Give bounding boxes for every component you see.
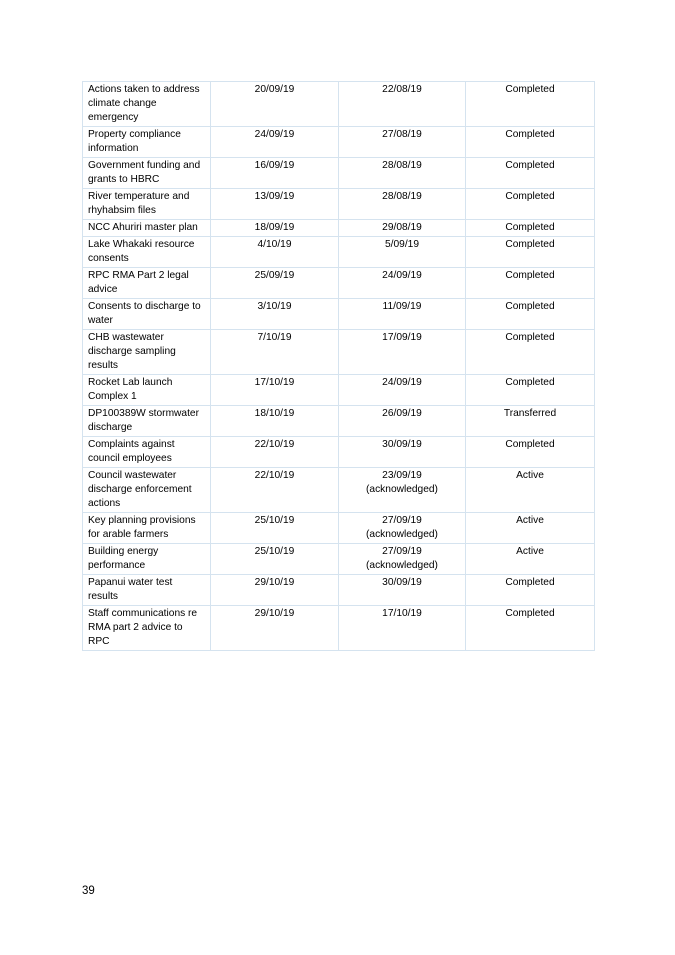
status: Completed <box>466 189 595 220</box>
status: Active <box>466 513 595 544</box>
table-row <box>83 237 595 268</box>
table-row <box>83 437 595 468</box>
status: Completed <box>466 375 595 406</box>
due-date: 25/09/19 <box>211 268 339 299</box>
received-cell <box>339 544 466 575</box>
status: Completed <box>466 330 595 375</box>
due-date: 18/09/19 <box>211 220 339 237</box>
table-row <box>83 299 595 330</box>
due-date: 22/10/19 <box>211 437 339 468</box>
due-date: 7/10/19 <box>211 330 339 375</box>
request-subject: Government funding and grants to HBRC <box>83 158 211 189</box>
received-date: 22/08/19 <box>382 84 422 95</box>
received-date: 27/08/19 <box>382 129 422 140</box>
received-date: 30/09/19 <box>382 439 422 450</box>
received-cell <box>339 189 466 220</box>
request-subject: Rocket Lab launch Complex 1 <box>83 375 211 406</box>
status: Completed <box>466 220 595 237</box>
request-subject: DP100389W stormwater discharge <box>83 406 211 437</box>
received-cell <box>339 268 466 299</box>
table-row <box>83 189 595 220</box>
received-cell <box>339 82 466 127</box>
table-row <box>83 330 595 375</box>
request-subject: NCC Ahuriri master plan <box>83 220 211 237</box>
received-cell <box>339 606 466 651</box>
due-date: 24/09/19 <box>211 127 339 158</box>
received-cell <box>339 330 466 375</box>
received-date: 17/09/19 <box>382 332 422 343</box>
request-subject: Papanui water test results <box>83 575 211 606</box>
received-date: 28/08/19 <box>382 160 422 171</box>
due-date: 29/10/19 <box>211 606 339 651</box>
request-subject: Staff communications re RMA part 2 advice to RPC <box>83 606 211 651</box>
due-date: 22/10/19 <box>211 468 339 513</box>
table-row <box>83 544 595 575</box>
request-subject: Lake Whakaki resource consents <box>83 237 211 268</box>
status: Completed <box>466 268 595 299</box>
status: Transferred <box>466 406 595 437</box>
request-subject: River temperature and rhyhabsim files <box>83 189 211 220</box>
table-row <box>83 268 595 299</box>
received-cell <box>339 437 466 468</box>
status: Completed <box>466 237 595 268</box>
received-cell <box>339 127 466 158</box>
due-date: 17/10/19 <box>211 375 339 406</box>
due-date: 4/10/19 <box>211 237 339 268</box>
status: Completed <box>466 127 595 158</box>
received-note: (acknowledged) <box>366 529 438 540</box>
received-cell <box>339 513 466 544</box>
request-subject: Actions taken to address climate change emergency <box>83 82 211 127</box>
request-subject: Key planning provisions for arable farmers <box>83 513 211 544</box>
due-date: 25/10/19 <box>211 544 339 575</box>
status: Completed <box>466 575 595 606</box>
request-subject: Complaints against council employees <box>83 437 211 468</box>
request-subject: CHB wastewater discharge sampling results <box>83 330 211 375</box>
received-note: (acknowledged) <box>366 560 438 571</box>
status: Completed <box>466 82 595 127</box>
status: Completed <box>466 158 595 189</box>
table-row <box>83 468 595 513</box>
received-cell <box>339 406 466 437</box>
table-row <box>83 606 595 651</box>
table-body <box>83 82 595 651</box>
received-date: 24/09/19 <box>382 270 422 281</box>
status: Completed <box>466 606 595 651</box>
received-date: 24/09/19 <box>382 377 422 388</box>
table-row <box>83 158 595 189</box>
received-cell <box>339 220 466 237</box>
received-date: 27/09/19 <box>382 515 422 526</box>
received-note: (acknowledged) <box>366 484 438 495</box>
request-subject: RPC RMA Part 2 legal advice <box>83 268 211 299</box>
status: Active <box>466 468 595 513</box>
page-number: 39 <box>82 885 95 897</box>
due-date: 29/10/19 <box>211 575 339 606</box>
received-date: 27/09/19 <box>382 546 422 557</box>
status: Completed <box>466 299 595 330</box>
received-date: 17/10/19 <box>382 608 422 619</box>
due-date: 16/09/19 <box>211 158 339 189</box>
received-cell <box>339 468 466 513</box>
table-row <box>83 82 595 127</box>
received-date: 26/09/19 <box>382 408 422 419</box>
received-cell <box>339 575 466 606</box>
request-subject: Council wastewater discharge enforcement actions <box>83 468 211 513</box>
table-row <box>83 127 595 158</box>
received-date: 28/08/19 <box>382 191 422 202</box>
received-cell <box>339 299 466 330</box>
received-cell <box>339 375 466 406</box>
received-cell <box>339 158 466 189</box>
due-date: 25/10/19 <box>211 513 339 544</box>
table-row <box>83 406 595 437</box>
received-date: 11/09/19 <box>382 301 422 312</box>
received-date: 29/08/19 <box>382 222 422 233</box>
received-date: 5/09/19 <box>385 239 419 250</box>
received-date: 23/09/19 <box>382 470 422 481</box>
request-subject: Consents to discharge to water <box>83 299 211 330</box>
received-cell <box>339 237 466 268</box>
due-date: 18/10/19 <box>211 406 339 437</box>
table-row <box>83 575 595 606</box>
received-date: 30/09/19 <box>382 577 422 588</box>
status: Active <box>466 544 595 575</box>
table-row <box>83 220 595 237</box>
request-subject: Property compliance information <box>83 127 211 158</box>
table-row <box>83 375 595 406</box>
due-date: 13/09/19 <box>211 189 339 220</box>
request-subject: Building energy performance <box>83 544 211 575</box>
due-date: 20/09/19 <box>211 82 339 127</box>
due-date: 3/10/19 <box>211 299 339 330</box>
lgoima-requests-table <box>82 81 595 651</box>
table-row <box>83 513 595 544</box>
status: Completed <box>466 437 595 468</box>
